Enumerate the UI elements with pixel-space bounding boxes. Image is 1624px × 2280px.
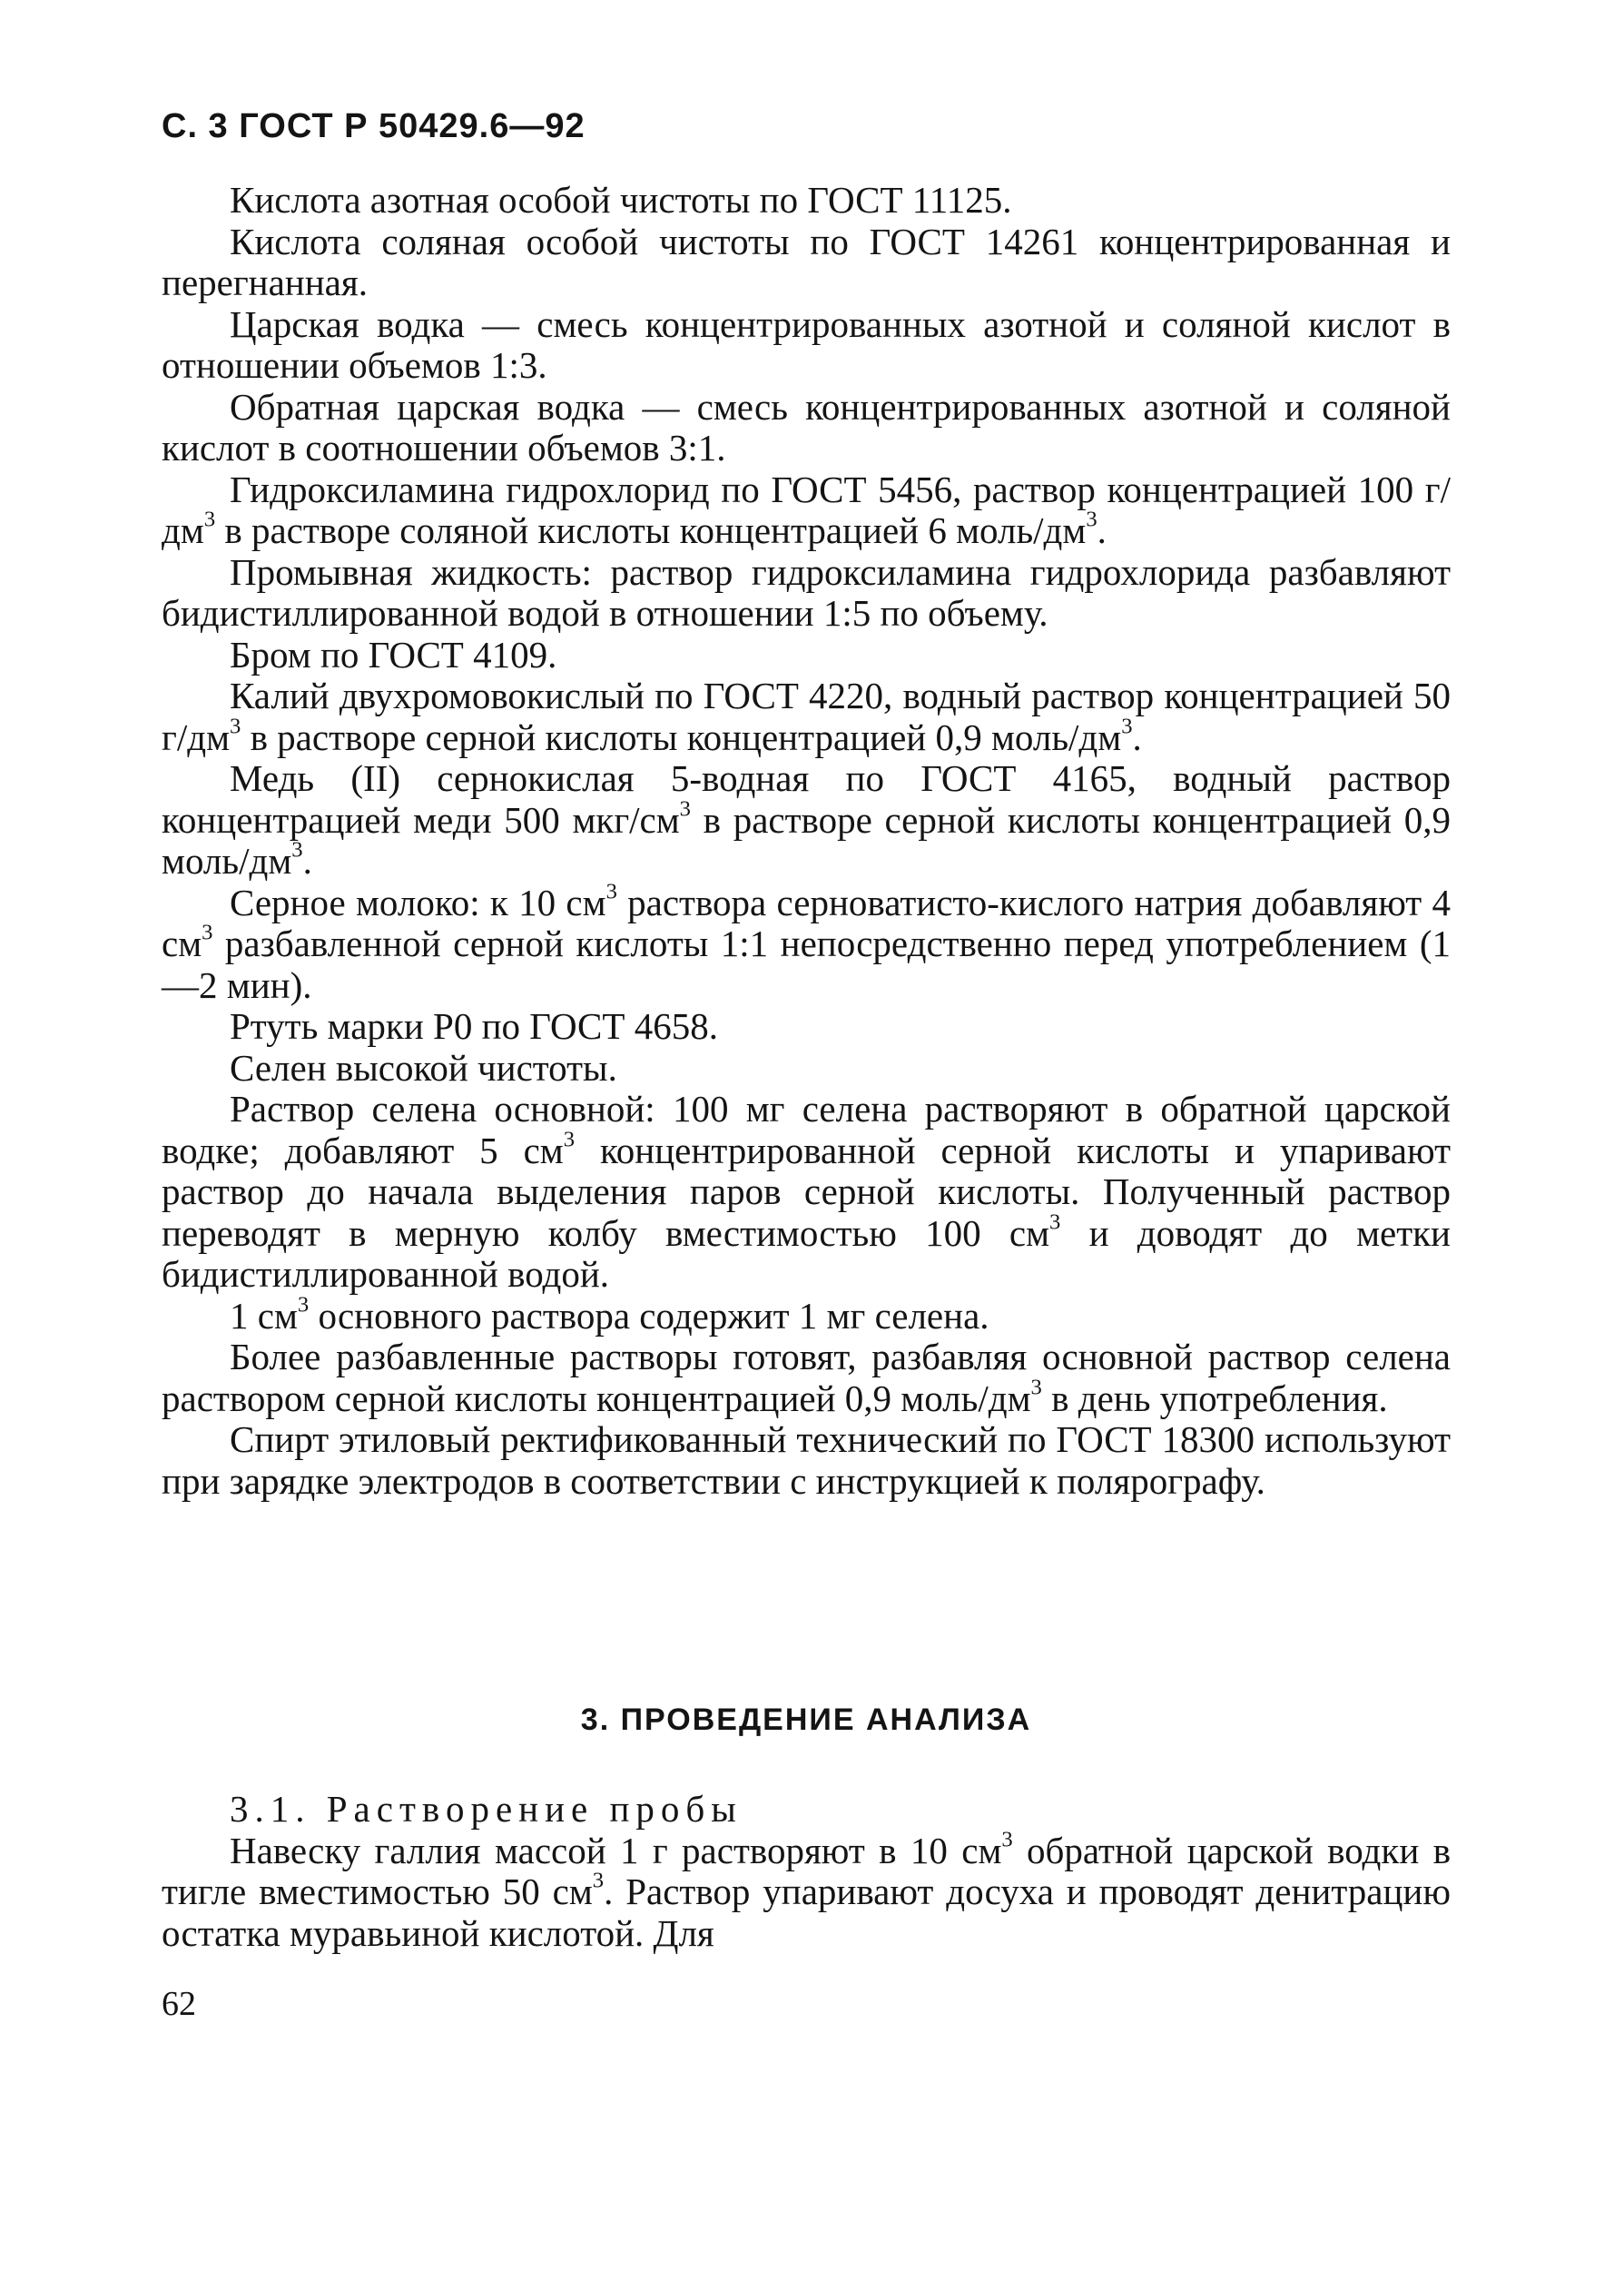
paragraph-potassium-dichromate: Калий двухромовокислый по ГОСТ 4220, водный раствор концентрацией 50 $г/дм^3$ в растворе серной кислоты концентрацией 0,9 моль/$дм^3$. (162, 675, 1451, 758)
paragraph-selenium: Селен высокой чистоты. (230, 1046, 617, 1089)
paragraph-bromine: Бром по ГОСТ 4109. (230, 633, 557, 676)
paragraph-nitric-acid: Кислота азотная особой чистоты по ГОСТ 11125. (230, 179, 1012, 221)
section-body (162, 1789, 1451, 1954)
document-body (162, 180, 1451, 1502)
paragraph-hydrochloric-acid: Кислота соляная особой чистоты по ГОСТ 14261 концентрированная и перегнанная. (162, 220, 1451, 303)
paragraph-hydroxylamine: Гидроксиламина гидрохлорид по ГОСТ 5456, раствор концентрацией 100 $г/дм^3$ в растворе соляной кислоты концентрацией 6 моль/$дм^3$. (162, 468, 1451, 551)
paragraph-mercury: Ртуть марки Р0 по ГОСТ 4658. (230, 1005, 718, 1047)
paragraph-aqua-regia: Царская водка — смесь концентрированных азотной и соляной кислот в отношении объемов 1:3. (162, 302, 1451, 386)
subsection-heading: 3.1. Растворение пробы (230, 1788, 743, 1830)
paragraph-wash-liquid: Промывная жидкость: раствор гидроксиламина гидрохлорида разбавляют бидистиллированной водой в отношении 1:5 по объему. (162, 550, 1451, 634)
paragraph-ethyl-alcohol: Спирт этиловый ректификованный технический по ГОСТ 18300 используют при зарядке электродов в соответствии с инструкцией к полярографу. (162, 1418, 1451, 1502)
section-title: 3. ПРОВЕДЕНИЕ АНАЛИЗА (580, 1703, 1032, 1737)
paragraph-diluted-solutions: Более разбавленные растворы готовят, разбавляя основной раствор селена раствором серной кислоты концентрацией 0,9 моль/$дм^3$ в день употребления. (162, 1336, 1451, 1419)
paragraph-sample-dissolution: Навеску галлия массой 1 г растворяют в 10 $см^3$ обратной царской водки в тигле вместимостью 50 $см^3$. Раствор упаривают досуха и проводят денитрацию остатка муравьиной кислотой. Для (162, 1827, 1451, 1954)
paragraph-sulfur-milk: Серное молоко: к 10 $см^3$ раствора серноватисто-кислого натрия добавляют 4 $см^3$ разбавленной серной кислоты 1:1 непосредственно перед употреблением (1—2 мин). (162, 879, 1452, 1006)
paragraph-copper-sulfate: Медь (II) сернокислая 5-водная по ГОСТ 4165, водный раствор концентрацией меди 500 мкг/$см^3$ в растворе серной кислоты концентрацией 0,9 моль/$дм^3$. (162, 757, 1451, 882)
paragraph-stock-solution-content: 1 $см^3$ основного раствора содержит 1 мг селена. (230, 1292, 989, 1337)
paragraph-selenium-stock-solution: Раствор селена основной: 100 мг селена растворяют в обратной царской водке; добавляют 5 $см^3$ концентрированной серной кислоты и упаривают раствор до начала выделения паров серной кислоты. Полученный раствор переводят в мерную колбу вместимостью 100 $см^3$ и доводят до метки бидистиллированной водой. (162, 1088, 1451, 1295)
page-number: 62 (162, 1985, 196, 2023)
page-header: С. 3 ГОСТ Р 50429.6—92 (162, 107, 586, 145)
paragraph-reverse-aqua-regia: Обратная царская водка — смесь концентрированных азотной и соляной кислот в соотношении объемов 3:1. (162, 385, 1451, 469)
